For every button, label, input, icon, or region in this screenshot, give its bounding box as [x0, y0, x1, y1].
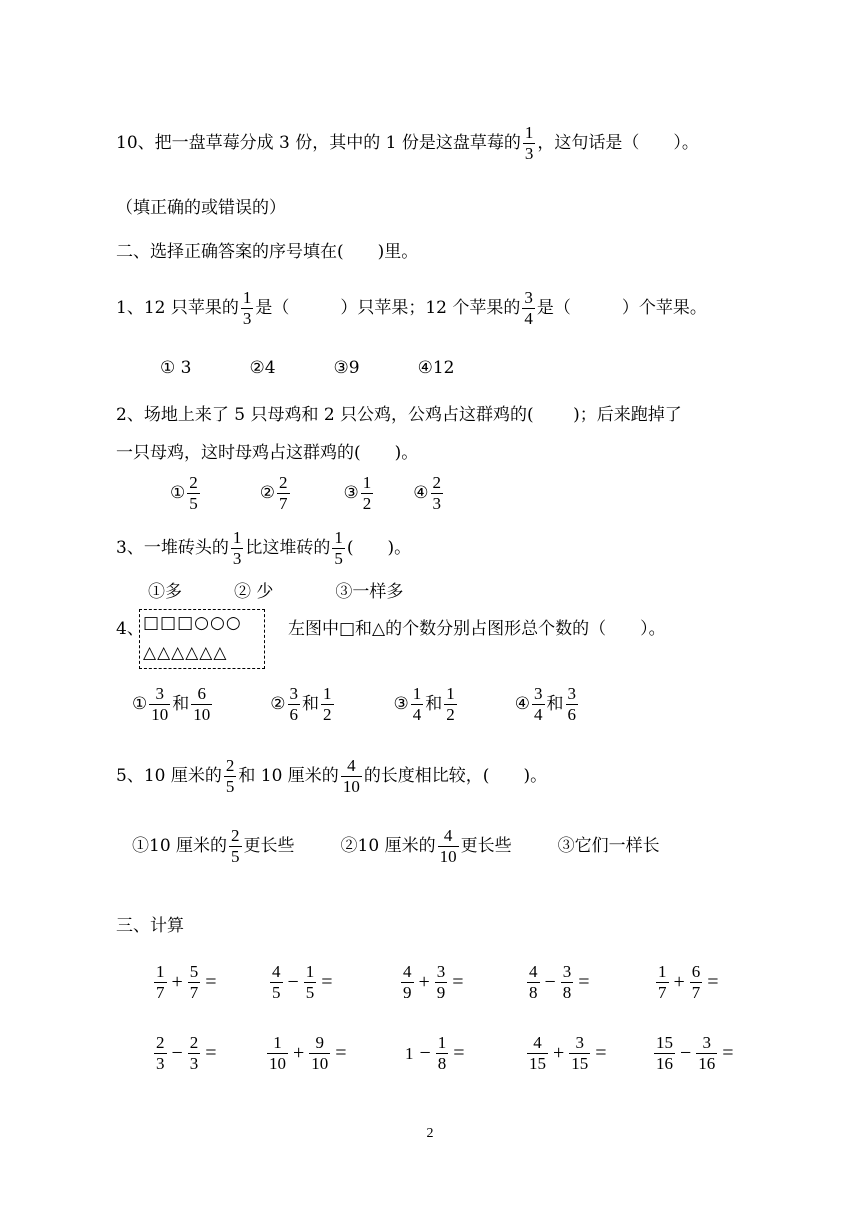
option: ③9: [333, 358, 360, 378]
calc-item: 1 − $\frac{1}{8}$ =: [405, 1033, 465, 1073]
question-2-1-options: [160, 356, 454, 380]
option: ④12: [417, 358, 455, 378]
option: ②4: [249, 358, 276, 378]
calc-item: $\frac{4}{15}$ + $\frac{3}{15}$ =: [529, 1033, 607, 1073]
question-2-4-options: ① $\frac{3}{10}$ 和 $\frac{6}{10}$ ② $\frac{3}{6}$ 和 $\frac{1}{2}$ ③ $\frac{1}{4}$ 和 $\frac{1}{2}$ ④ $\frac{3}{4}$ 和 $\frac{3}{6}$: [132, 684, 576, 724]
calc-item: $\frac{15}{16}$ − $\frac{3}{16}$ =: [656, 1033, 734, 1073]
calc-item: $\frac{4}{9}$ + $\frac{3}{9}$ =: [403, 962, 464, 1002]
fraction: $\frac{1}{3}$: [524, 123, 534, 163]
calc-item: $\frac{1}{7}$ + $\frac{6}{7}$ =: [658, 962, 719, 1002]
calc-item: $\frac{4}{5}$ − $\frac{1}{5}$ =: [272, 962, 333, 1002]
question-2-2-line1: 2、场地上来了 5 只母鸡和 2 只公鸡，公鸡占这群鸡的( )；后来跑掉了: [116, 405, 682, 425]
question-2-2-line2: 一只母鸡，这时母鸡占这群鸡的( )。: [116, 443, 419, 463]
calc-item: $\frac{1}{7}$ + $\frac{5}{7}$ =: [156, 962, 217, 1002]
question-2-3: 3、一堆砖头的 $\frac{1}{3}$ 比这堆砖的 $\frac{1}{5}$ ( )。: [116, 528, 412, 568]
question-2-1: 1、12 只苹果的 $\frac{1}{3}$ 是（ ）只苹果；12 个苹果的 $\frac{3}{4}$ 是（ ）个苹果。: [116, 288, 707, 328]
question-2-4-number: 4、: [116, 619, 144, 639]
question-2-2-options: ① $\frac{2}{5}$ ② $\frac{2}{7}$ ③ $\frac{1}{2}$ ④ $\frac{2}{3}$: [170, 473, 441, 513]
question-10-note: （填正确的或错误的）: [116, 198, 286, 218]
question-2-5-options: ①10 厘米的 $\frac{2}{5}$ 更长些 ②10 厘米的 $\frac{4}{10}$ 更长些 ③它们一样长: [132, 826, 660, 866]
calc-item: $\frac{2}{3}$ − $\frac{2}{3}$ =: [156, 1033, 217, 1073]
shape-row-triangles: △△△△△△: [143, 643, 228, 663]
question-2-5: 5、10 厘米的 $\frac{2}{5}$ 和 10 厘米的 $\frac{4}{10}$ 的长度相比较，( )。: [116, 756, 548, 796]
calc-item: $\frac{1}{10}$ + $\frac{9}{10}$ =: [269, 1033, 347, 1073]
section-3-title: 三、计算: [116, 916, 184, 936]
page-number: 2: [426, 1126, 434, 1141]
question-2-4-text: 左图中□和△的个数分别占图形总个数的（ ）。: [288, 619, 666, 639]
question-2-3-options: ①多 ② 少 ③一样多: [148, 582, 404, 602]
section-2-title: 二、选择正确答案的序号填在( )里。: [116, 242, 419, 262]
calc-item: $\frac{4}{8}$ − $\frac{3}{8}$ =: [529, 962, 590, 1002]
question-10: 10、把一盘草莓分成 3 份，其中的 1 份是这盘草莓的 $\frac{1}{3}$ ，这句话是（ ）。: [116, 123, 699, 163]
option: ① 3: [160, 358, 192, 378]
shape-row-squares-circles: □□□○○○: [143, 613, 242, 633]
